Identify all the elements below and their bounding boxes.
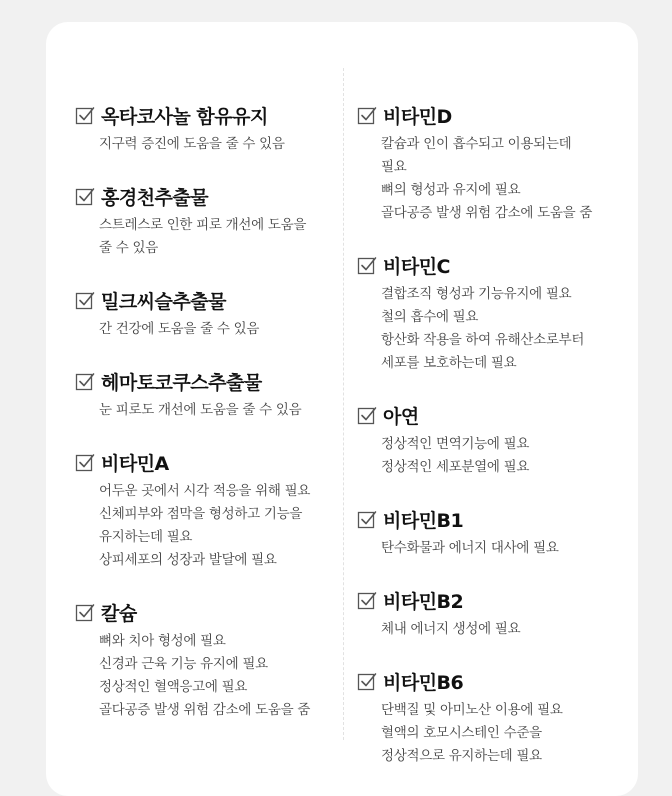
ingredient-description: [381, 283, 619, 375]
ingredient-title: 밀크씨슬추출물: [101, 290, 226, 313]
description-line: 단백질 및 아미노산 이용에 필요: [381, 702, 563, 718]
description-line: 줄 수 있음: [99, 240, 158, 256]
ingredient-description: [99, 133, 337, 156]
ingredient-title: 홍경천추출물: [101, 186, 209, 209]
description-line: 결합조직 형성과 기능유지에 필요: [381, 286, 572, 302]
ingredient-item: [75, 103, 337, 156]
ingredient-title-row: [357, 507, 619, 531]
checkbox-check-icon: [357, 255, 377, 275]
ingredient-description: [381, 133, 619, 225]
description-line: 체내 에너지 생성에 필요: [381, 621, 521, 637]
ingredient-item: [357, 669, 619, 768]
ingredient-item: [75, 369, 337, 422]
ingredient-title-row: [75, 600, 337, 624]
checkbox-check-icon: [357, 671, 377, 691]
ingredient-item: [357, 403, 619, 479]
ingredient-title: 비타민B1: [383, 509, 464, 532]
ingredient-item: [75, 600, 337, 722]
description-line: 정상적인 면역기능에 필요: [381, 436, 530, 452]
ingredient-item: [357, 103, 619, 225]
column-divider: [343, 68, 344, 740]
description-line: 혈액의 호모시스테인 수준을: [381, 725, 542, 741]
left-column: [75, 103, 337, 750]
ingredient-title-row: [75, 103, 337, 127]
checkbox-check-icon: [75, 452, 95, 472]
description-line: 골다공증 발생 위험 감소에 도움을 줌: [381, 205, 593, 221]
description-line: 신경과 근육 기능 유지에 필요: [99, 656, 268, 672]
ingredient-description: [99, 318, 337, 341]
ingredient-title-row: [357, 253, 619, 277]
description-line: 어두운 곳에서 시각 적응을 위해 필요: [99, 483, 311, 499]
checkbox-check-icon: [75, 290, 95, 310]
ingredient-item: [357, 507, 619, 560]
ingredient-title-row: [75, 369, 337, 393]
ingredient-item: [75, 288, 337, 341]
ingredient-item: [357, 253, 619, 375]
ingredient-title-row: [357, 403, 619, 427]
ingredient-item: [357, 588, 619, 641]
ingredient-title: 비타민A: [101, 452, 169, 475]
ingredient-description: [99, 399, 337, 422]
ingredient-title-row: [357, 103, 619, 127]
description-line: 뼈의 형성과 유지에 필요: [381, 182, 521, 198]
ingredient-item: [75, 184, 337, 260]
checkbox-check-icon: [357, 105, 377, 125]
description-line: 스트레스로 인한 피로 개선에 도움을: [99, 217, 307, 233]
ingredient-title: 헤마토코쿠스추출물: [101, 371, 262, 394]
description-line: 탄수화물과 에너지 대사에 필요: [381, 540, 559, 556]
ingredient-title-row: [357, 669, 619, 693]
ingredient-description: [381, 537, 619, 560]
ingredient-title: 비타민B2: [383, 590, 464, 613]
right-column: [357, 103, 619, 796]
checkbox-check-icon: [357, 405, 377, 425]
ingredient-item: [75, 450, 337, 572]
ingredient-title-row: [75, 184, 337, 208]
ingredient-title-row: [75, 450, 337, 474]
description-line: 유지하는데 필요: [99, 529, 193, 545]
description-line: 정상적인 혈액응고에 필요: [99, 679, 248, 695]
ingredient-title: 비타민C: [383, 255, 451, 278]
description-line: 정상적으로 유지하는데 필요: [381, 748, 542, 764]
checkbox-check-icon: [75, 186, 95, 206]
ingredient-description: [381, 618, 619, 641]
ingredient-title: 칼슘: [101, 602, 137, 625]
ingredient-title: 비타민D: [383, 105, 452, 128]
checkbox-check-icon: [357, 590, 377, 610]
description-line: 골다공증 발생 위험 감소에 도움을 줌: [99, 702, 311, 718]
description-line: 세포를 보호하는데 필요: [381, 355, 517, 371]
ingredient-title: 옥타코사놀 함유유지: [101, 105, 268, 128]
description-line: 눈 피로도 개선에 도움을 줄 수 있음: [99, 402, 302, 418]
description-line: 간 건강에 도움을 줄 수 있음: [99, 321, 260, 337]
description-line: 상피세포의 성장과 발달에 필요: [99, 552, 277, 568]
description-line: 지구력 증진에 도움을 줄 수 있음: [99, 136, 285, 152]
checkbox-check-icon: [75, 371, 95, 391]
checkbox-check-icon: [75, 105, 95, 125]
description-line: 뼈와 치아 형성에 필요: [99, 633, 226, 649]
description-line: 정상적인 세포분열에 필요: [381, 459, 530, 475]
ingredient-description: [99, 480, 337, 572]
ingredient-title: 비타민B6: [383, 671, 464, 694]
ingredient-description: [381, 699, 619, 768]
ingredient-description: [381, 433, 619, 479]
description-line: 항산화 작용을 하여 유해산소로부터: [381, 332, 585, 348]
ingredient-title-row: [75, 288, 337, 312]
description-line: 칼슘과 인이 흡수되고 이용되는데: [381, 136, 572, 152]
ingredient-description: [99, 630, 337, 722]
checkbox-check-icon: [75, 602, 95, 622]
checkbox-check-icon: [357, 509, 377, 529]
description-line: 신체피부와 점막을 형성하고 기능을: [99, 506, 303, 522]
description-line: 철의 흡수에 필요: [381, 309, 479, 325]
ingredient-title: 아연: [383, 405, 419, 428]
description-line: 필요: [381, 159, 407, 175]
ingredient-title-row: [357, 588, 619, 612]
ingredient-description: [99, 214, 337, 260]
